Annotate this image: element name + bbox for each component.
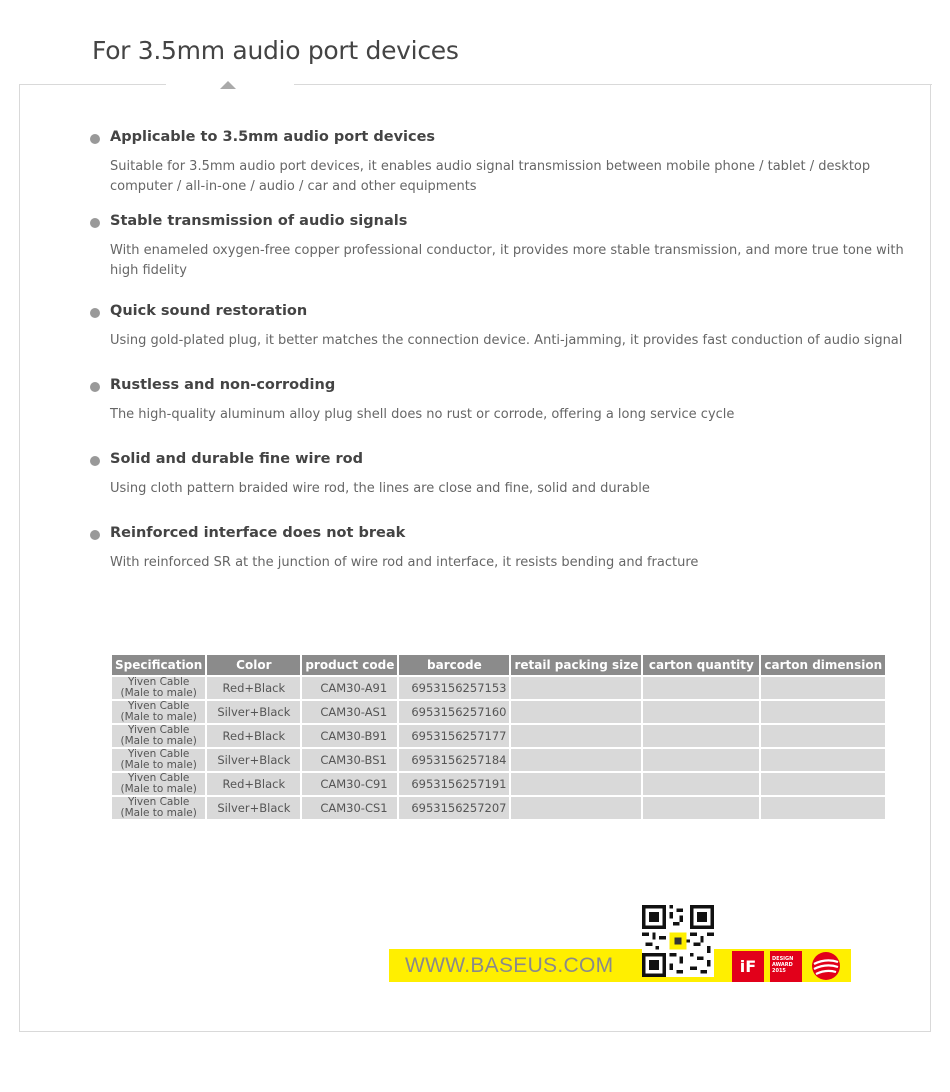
retail-size-cell bbox=[511, 773, 641, 795]
column-header: product code bbox=[302, 655, 397, 675]
table-row bbox=[112, 749, 885, 771]
feature-title: Stable transmission of audio signals bbox=[110, 213, 408, 229]
carton-dim-cell bbox=[761, 677, 885, 699]
carton-qty-cell bbox=[643, 725, 759, 747]
retail-size-cell bbox=[511, 749, 641, 771]
feature-title: Rustless and non-corroding bbox=[110, 377, 336, 393]
color-cell: Silver+Black bbox=[207, 701, 300, 723]
panel-top-border-left bbox=[19, 84, 166, 85]
carton-qty-cell bbox=[643, 773, 759, 795]
feature-description: With reinforced SR at the junction of wire rod and interface, it resists bending and fracture bbox=[110, 555, 699, 570]
column-header: carton dimension bbox=[761, 655, 885, 675]
bullet-icon bbox=[90, 456, 100, 466]
spec-table bbox=[110, 653, 887, 821]
product-code-cell: CAM30-A91 bbox=[302, 677, 397, 699]
carton-qty-cell bbox=[643, 701, 759, 723]
page-title: For 3.5mm audio port devices bbox=[92, 36, 459, 65]
product-code-cell: CAM30-B91 bbox=[302, 725, 397, 747]
spec-cell: Yiven Cable (Male to male) bbox=[112, 725, 205, 747]
table-header-row bbox=[112, 655, 885, 675]
website-link[interactable]: WWW.BASEUS.COM bbox=[405, 954, 614, 977]
column-header: Specification bbox=[112, 655, 205, 675]
carton-dim-cell bbox=[761, 773, 885, 795]
color-cell: Red+Black bbox=[207, 725, 300, 747]
feature-title: Solid and durable fine wire rod bbox=[110, 451, 364, 467]
product-code-cell: CAM30-CS1 bbox=[302, 797, 397, 819]
spec-cell: Yiven Cable (Male to male) bbox=[112, 701, 205, 723]
if-award-logo: iF bbox=[732, 951, 764, 982]
retail-size-cell bbox=[511, 701, 641, 723]
carton-dim-cell bbox=[761, 701, 885, 723]
barcode-cell: 6953156257153 bbox=[399, 677, 509, 699]
bullet-icon bbox=[90, 134, 100, 144]
barcode-cell: 6953156257160 bbox=[399, 701, 509, 723]
column-header: Color bbox=[207, 655, 300, 675]
column-header: retail packing size bbox=[511, 655, 641, 675]
spec-cell: Yiven Cable (Male to male) bbox=[112, 797, 205, 819]
feature-description: Using cloth pattern braided wire rod, the lines are close and fine, solid and durable bbox=[110, 481, 650, 496]
table-row bbox=[112, 773, 885, 795]
qr-code-icon bbox=[642, 905, 714, 977]
table-row bbox=[112, 701, 885, 723]
product-code-cell: CAM30-C91 bbox=[302, 773, 397, 795]
carton-dim-cell bbox=[761, 749, 885, 771]
column-header: carton quantity bbox=[643, 655, 759, 675]
feature-title: Quick sound restoration bbox=[110, 303, 308, 319]
bullet-icon bbox=[90, 308, 100, 318]
column-header: barcode bbox=[399, 655, 509, 675]
caret-up-icon bbox=[220, 81, 236, 89]
color-cell: Silver+Black bbox=[207, 749, 300, 771]
feature-description: Suitable for 3.5mm audio port devices, it enables audio signal transmission between mobile phone / tablet / desktop computer / all-in-one / audio / car and other equipments bbox=[110, 159, 871, 194]
bullet-icon bbox=[90, 530, 100, 540]
product-code-cell: CAM30-AS1 bbox=[302, 701, 397, 723]
red-dot-award-icon bbox=[810, 950, 842, 982]
retail-size-cell bbox=[511, 725, 641, 747]
table-row bbox=[112, 677, 885, 699]
carton-dim-cell bbox=[761, 725, 885, 747]
feature-title: Applicable to 3.5mm audio port devices bbox=[110, 129, 436, 145]
retail-size-cell bbox=[511, 677, 641, 699]
barcode-cell: 6953156257207 bbox=[399, 797, 509, 819]
product-code-cell: CAM30-BS1 bbox=[302, 749, 397, 771]
barcode-cell: 6953156257184 bbox=[399, 749, 509, 771]
spec-cell: Yiven Cable (Male to male) bbox=[112, 677, 205, 699]
carton-qty-cell bbox=[643, 749, 759, 771]
retail-size-cell bbox=[511, 797, 641, 819]
table-row bbox=[112, 797, 885, 819]
panel-top-border-right bbox=[294, 84, 932, 85]
carton-qty-cell bbox=[643, 677, 759, 699]
feature-description: Using gold-plated plug, it better matches the connection device. Anti-jamming, it provides fast conduction of audio signal bbox=[110, 333, 903, 348]
spec-cell: Yiven Cable (Male to male) bbox=[112, 749, 205, 771]
carton-dim-cell bbox=[761, 797, 885, 819]
feature-title: Reinforced interface does not break bbox=[110, 525, 406, 541]
bullet-icon bbox=[90, 382, 100, 392]
carton-qty-cell bbox=[643, 797, 759, 819]
color-cell: Red+Black bbox=[207, 773, 300, 795]
feature-description: The high-quality aluminum alloy plug shell does no rust or corrode, offering a long service cycle bbox=[110, 407, 735, 422]
color-cell: Silver+Black bbox=[207, 797, 300, 819]
feature-description: With enameled oxygen-free copper professional conductor, it provides more stable transmission, and more true tone with high fidelity bbox=[110, 243, 904, 278]
design-award-logo: DESIGN AWARD 2015 bbox=[770, 951, 802, 982]
spec-cell: Yiven Cable (Male to male) bbox=[112, 773, 205, 795]
table-row bbox=[112, 725, 885, 747]
color-cell: Red+Black bbox=[207, 677, 300, 699]
bullet-icon bbox=[90, 218, 100, 228]
barcode-cell: 6953156257191 bbox=[399, 773, 509, 795]
barcode-cell: 6953156257177 bbox=[399, 725, 509, 747]
